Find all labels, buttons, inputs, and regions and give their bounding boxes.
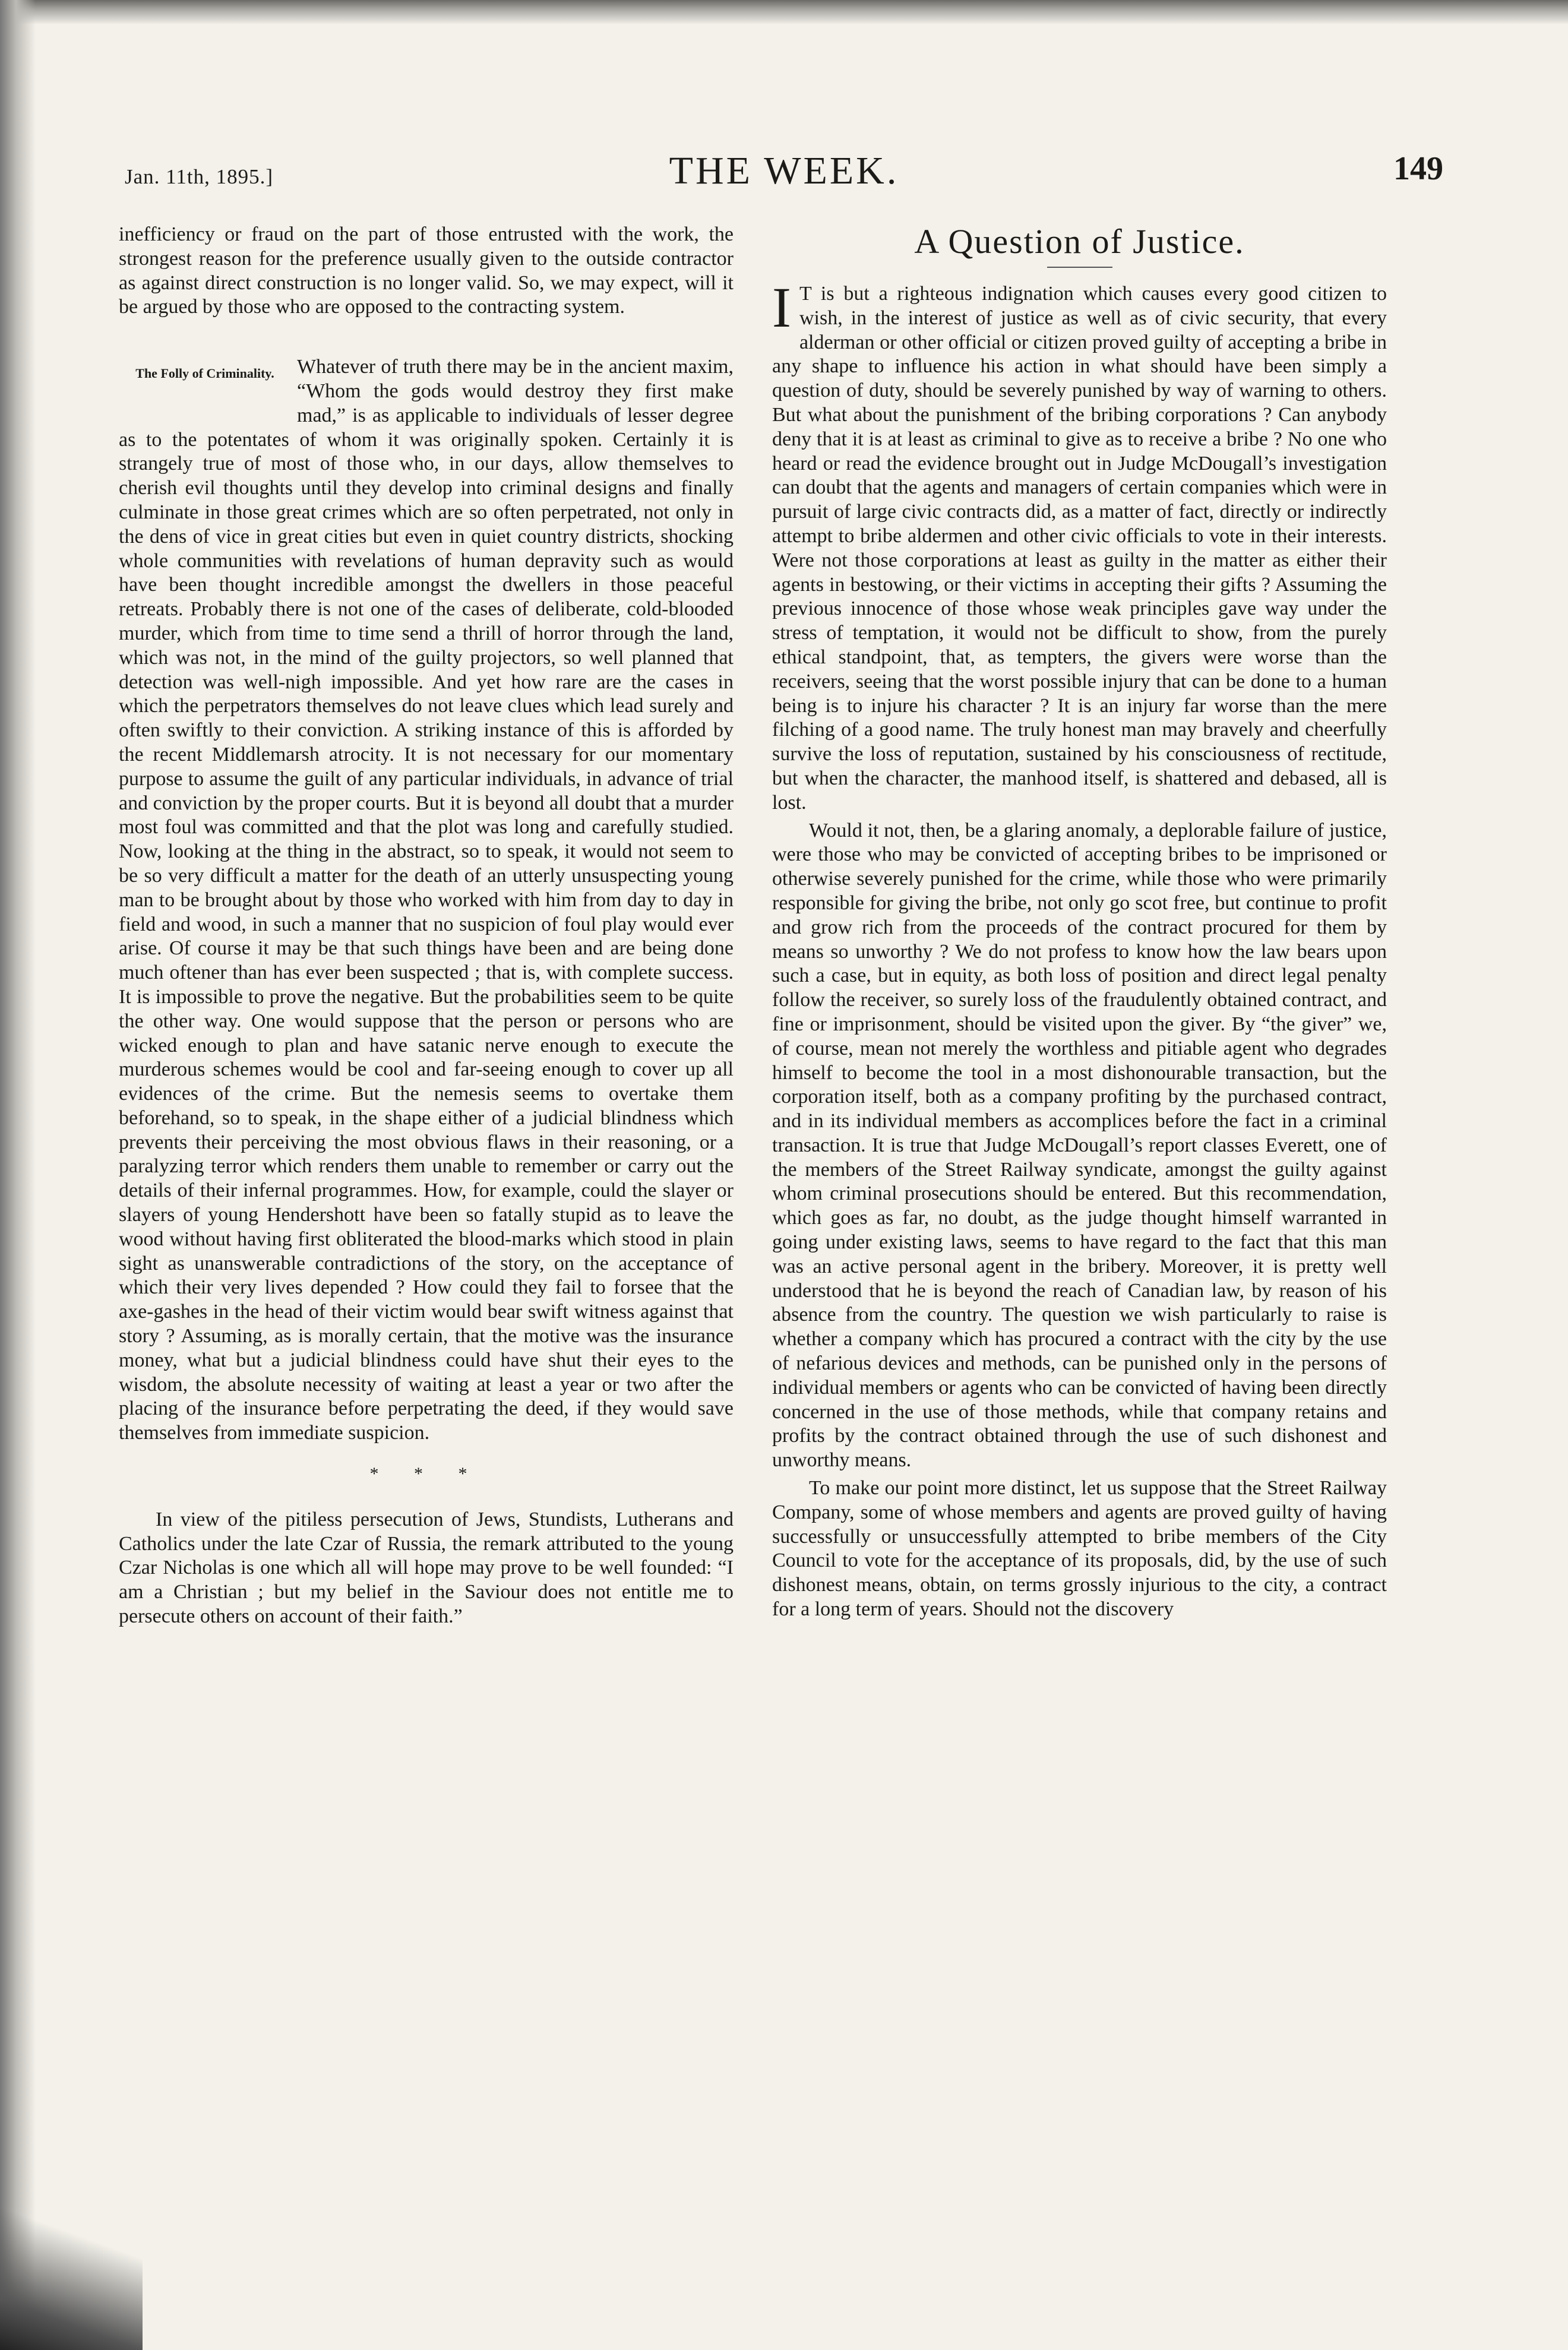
right-column [772, 223, 1387, 1622]
paragraph [772, 276, 1387, 815]
page-top-edge [0, 0, 1568, 24]
paragraph: Whatever of truth there may be in the ancient maxim, “Whom the gods would destroy they first make mad,” is as applicable to individuals of lesser degree as to the potentates of whom it was originally spoken. Certainly it is strangely true of most of those who, in our days, allow themselves to cherish evil thoughts until they develop into criminal designs and finally culminate in those great crimes which are so often perpetrated, not only in the dens of vice in great cities but even in quiet country districts, shocking whole communities with revelations of human depravity such as would have been thought incredible amongst the dwellers in those peaceful retreats. Probably there is not one of the cases of deliberate, cold-blooded murder, which from time to time send a thrill of horror through the land, which was not, in the mind of the guilty projectors, so well planned that detection was well-nigh impossible. And yet how rare are the cases in which the perpetrators themselves do not leave clues which lead surely and often swiftly to their conviction. A striking instance of this is afforded by the recent Middlemarsh atrocity. It is not necessary for our momentary purpose to assume the guilt of any particular individuals, in advance of trial and conviction by the proper courts. But it is beyond all doubt that a murder most foul was committed and that the plot was long and carefully studied. Now, looking at the thing in the abstract, so to speak, it would not seem to be so very difficult a matter for the death of an utterly unsuspecting young man to be brought about by those who worked with him from day to day in field and wood, in such a manner that no suspicion of foul play would ever arise. Of course it may be that such things have been and are being done much oftener than has ever been suspected ; that is, with complete success. It is impossible to prove the negative. But the probabilities seem to be quite the other way. One would suppose that the person or persons who are wicked enough to plan and have satanic nerve enough to execute the murderous schemes would be cool and far-seeing enough to cover up all evidences of the crime. But the nemesis seems to overtake them beforehand, so to speak, in the shape either of a judicial blindness which prevents their perceiving the most obvious flaws in their reasoning, or a paralyzing terror which renders them unable to remember or carry out the details of their infernal programmes. How, for example, could the slayer or slayers of young Hendershott have been so fatally stupid as to leave the wood without having first obliterated the blood-marks which stood in plain sight as unanswerable contradictions of the story, on the acceptance of which their very lives depended ? How could they fail to forsee that the axe-gashes in the head of their victim would bear swift witness against that story ? Assuming, as is morally certain, that the motive was the insurance money, what but a judicial blindness could have shut their eyes to the wisdom, the absolute necessity of waiting at least a year or two after the placing of the insurance before perpetrating the deed, if they would save themselves from immediate suspicion. [119, 356, 734, 1444]
page-header [125, 148, 1443, 196]
paragraph: Would it not, then, be a glaring anomaly, a deplorable failure of justice, were those who may be convicted of accepting bribes to be imprisoned or otherwise severely punished for the crime, while those who were primarily responsible for giving the bribe, not only go scot free, but continue to profit and grow rich from the proceeds of the contract procured for them by means so unworthy ? We do not profess to know how the law bears upon such a case, but in equity, as both loss of position and direct legal penalty follow the receiver, so surely loss of the fraudulently obtained contract, and fine or imprisonment, should be visited upon the giver. By “the giver” we, of course, mean not merely the worthless and pitiable agent who degrades himself to become the tool in a most dishonourable transaction, but the corporation itself, both as a company profiting by the purchased contract, and in its individual members as accomplices before the fact in a criminal transaction. It is true that Judge McDougall’s report classes Everett, one of the members of the Street Railway syndicate, amongst the guilty against whom criminal prosecutions should be entered. But this recommendation, which goes as far, no doubt, as the judge thought himself warranted in going under existing laws, seems to have regard to the fact that this man was an active personal agent in the bribery. Moreover, it is pretty well understood that he is beyond the reach of Canadian law, by reason of his absence from the country. The question we wish particularly to raise is whether a company which has procured a contract with the city by the use of nefarious devices and methods, can be punished only in the persons of individual members or agents who can be convicted of having been directly concerned in the use of those methods, while that company retains and profits by the contract obtained through the use of such dishonest and unworthy means. [772, 819, 1387, 1472]
article-title: A Question of Justice. [914, 222, 1245, 261]
paragraph: To make our point more distinct, let us suppose that the Street Railway Company, some of whose members and agents are proved guilty of having successfully or unsuccessfully attempted to bribe members of the City Council to vote for the acceptance of its proposals, did, by the use of such dishonest means, obtain, on terms grossly injurious to the city, a contract for a long term of years. Should not the discovery [772, 1477, 1387, 1621]
page-binding-edge [0, 0, 36, 2350]
section-folly-of-criminality [119, 355, 734, 1446]
page-number: 149 [1393, 150, 1443, 187]
paragraph-text: T is but a righteous indignation which causes every good citizen to wish, in the interest of justice as well as of civic security, that every alderman or other official or citizen proved guilty of accepting a bribe in any shape to influence his action in what should have been simply a question of duty, should be severely punished by way of warning to others. But what about the punishment of the bribing corporations ? Can anybody deny that it is at least as criminal to give as to receive a bribe ? No one who heard or read the evidence brought out in Judge McDougall’s investigation can doubt that the agents and managers of certain companies which were in pursuit of large civic contracts did, as a matter of fact, directly or indirectly attempt to bribe aldermen and other civic officials to vote in their interests. Were not those corporations at least as guilty in the matter as either their agents in bestowing, or their victims in accepting their gifts ? Assuming the previous innocence of those whose weak principles gave way under the stress of temptation, it would not be difficult to show, from the purely ethical standpoint, that, as tempters, the givers were worse than the receivers, seeing that the worst possible injury that can be done to a human being is to injure his character ? It is an injury far worse than the mere filching of a good name. The truly honest man may bravely and cheerfully survive the loss of reputation, sustained by his consciousness of rectitude, but when the character, the manhood itself, is shattered and debased, all is lost. [772, 283, 1387, 814]
section-separator: * * * [369, 1464, 483, 1484]
publication-title: THE WEEK. [669, 149, 899, 192]
drop-cap: I [772, 276, 791, 339]
left-column [119, 223, 734, 1629]
page-corner-shadow [0, 2197, 143, 2350]
paragraph: In view of the pitiless persecution of Jews, Stundists, Lutherans and Catholics under the late Czar of Russia, the remark attributed to the young Czar Nicholas is one which all will hope may prove to be well founded: “I am a Christian ; but my belief in the Saviour does not entitle me to persecute others on account of their faith.” [119, 1508, 734, 1628]
title-rule [1047, 267, 1112, 268]
paragraph: inefficiency or fraud on the part of those entrusted with the work, the strongest reason for the preference usually given to the outside contractor as against direct construction is no longer valid. So, we may expect, will it be argued by those who are opposed to the contracting system. [119, 223, 734, 318]
issue-date: Jan. 11th, 1895.] [125, 165, 273, 188]
marginal-heading: The Folly of Criminality. [135, 366, 274, 381]
